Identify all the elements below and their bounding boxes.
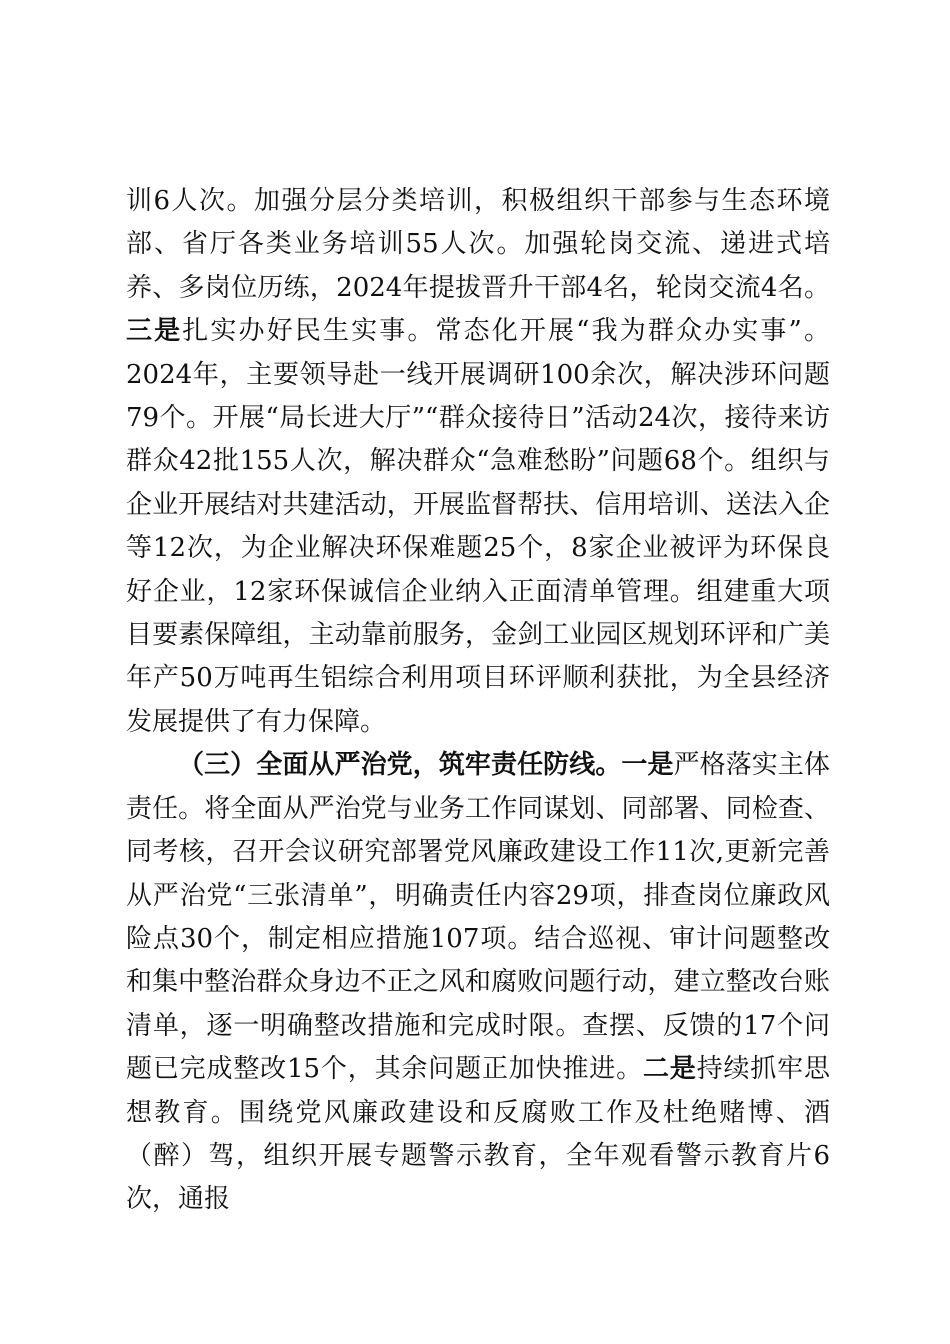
document-body (126, 180, 830, 1222)
paragraph-1-text-continued: 扎实办好民生实事。常态化开展“我为群众办实事”。2024年，主要领导赴一线开展调研100余次，解决涉环问题79个。开展“局长进大厅”“群众接待日”活动24次，接待来访群众42批155人次，解决群众“急难愁盼”问题68个。组织与企业开展结对共建活动，开展监督帮扶、信用培训、送法入企等12次，为企业解决环保难题25个，8家企业被评为环保良好企业，12家环保诚信企业纳入正面清单管理。组建重大项目要素保障组，主动靠前服务，金剑工业园区规划环评和广美年产50万吨再生铝综合利用项目环评顺利获批，为全县经济发展提供了有力保障。 (126, 316, 830, 737)
paragraph-2-heading-2: 二是 (642, 1054, 697, 1085)
paragraph-1-heading-3: 三是 (126, 316, 183, 347)
paragraph-1 (126, 180, 830, 744)
paragraph-1-text: 训6人次。加强分层分类培训，积极组织干部参与生态环境部、省厅各类业务培训55人次。加强轮岗交流、递进式培养、多岗位历练，2024年提拔晋升干部4名，轮岗交流4名。 (126, 186, 830, 303)
section-3-heading: （三）全面从严治党，筑牢责任防线。一是 (178, 750, 674, 781)
paragraph-2-text: 严格落实主体责任。将全面从严治党与业务工作同谋划、同部署、同检查、同考核，召开会议研究部署党风廉政建设工作11次,更新完善从严治党“三张清单”，明确责任内容29项，排查岗位廉政风险点30个，制定相应措施107项。结合巡视、审计问题整改和集中整治群众身边不正之风和腐败问题行动，建立整改台账清单，逐一明确整改措施和完成时限。查摆、反馈的17个问题已完成整改15个，其余问题正加快推进。 (126, 750, 830, 1085)
paragraph-2-text-continued: 持续抓牢思想教育。围绕党风廉政建设和反腐败工作及杜绝赌博、酒（醉）驾，组织开展专题警示教育，全年观看警示教育片6次，通报 (126, 1054, 830, 1215)
paragraph-2 (126, 744, 830, 1221)
